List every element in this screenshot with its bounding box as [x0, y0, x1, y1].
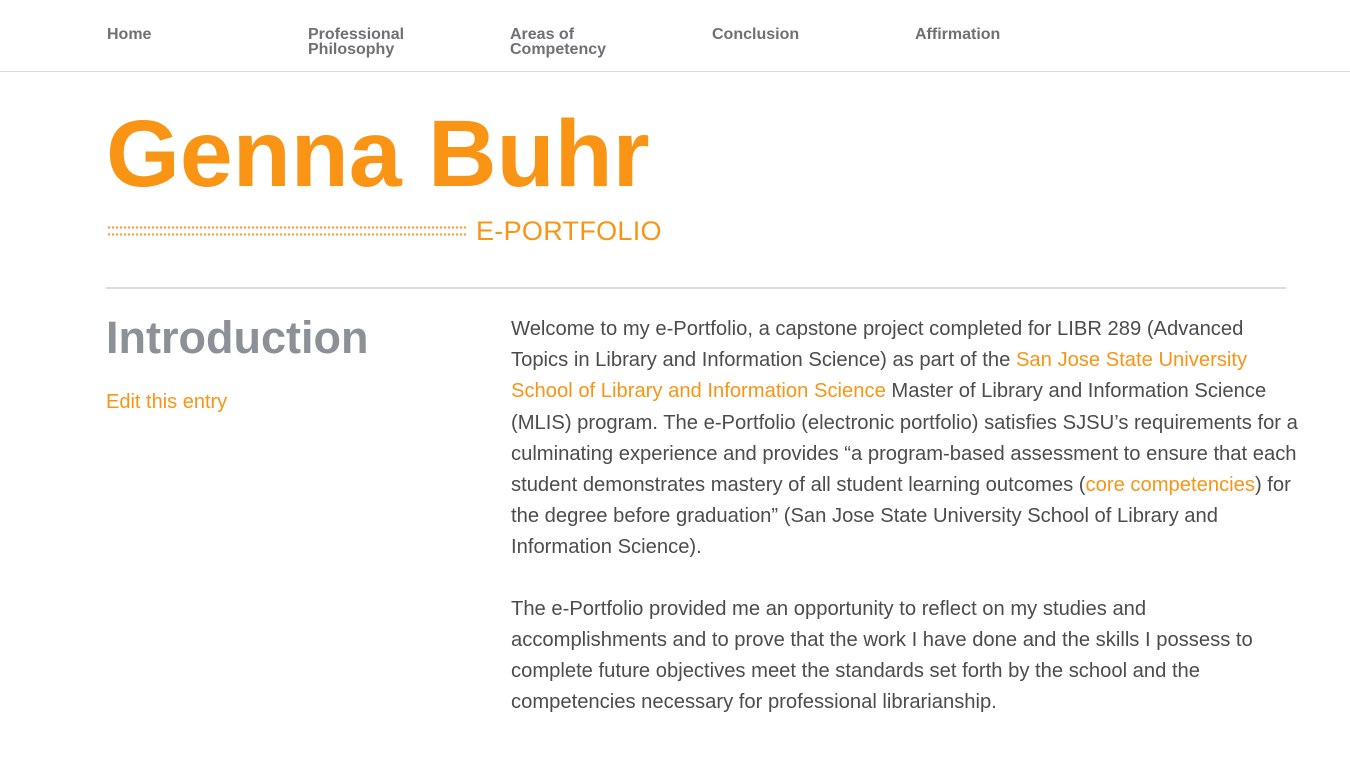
nav-home-label: Home [107, 26, 152, 43]
top-navigation [0, 0, 1350, 72]
edit-entry-link[interactable]: Edit this entry [106, 391, 228, 413]
nav-philosophy-label-line1: Professional [308, 26, 405, 43]
entry-content [511, 314, 1301, 748]
nav-affirmation-link[interactable] [915, 27, 1065, 42]
nav-professional-philosophy-link[interactable] [308, 27, 458, 57]
nav-home-link[interactable] [107, 27, 257, 42]
nav-conclusion-label: Conclusion [712, 26, 800, 43]
sjsu-school-link[interactable]: San Jose State University School of Library and Information Science [511, 349, 1248, 403]
nav-areas-label-line2: Competency [510, 41, 607, 58]
paragraph-1-text-a: Welcome to my e-Portfolio, a capstone project completed for LIBR 289 (Advanced Topics in Library and Information Science) as part of the [511, 318, 1244, 372]
tagline-text: E-PORTFOLIO [476, 215, 662, 246]
page-title: Introduction [106, 312, 369, 363]
dotted-rule-decoration [107, 223, 467, 239]
paragraph-1-text-b: Master of Library and Information Science (MLIS) program. The e-Portfolio (electronic portfolio) satisfies SJSU’s requirements for a culminating experience and provides “a program-based assessment to ensure that each student demonstrates mastery of all student learning outcomes ( [511, 380, 1298, 497]
site-tagline [107, 213, 662, 249]
paragraph-1-text-c: ) for the degree before graduation” (San Jose State University School of Library and Information Science). [511, 474, 1291, 559]
nav-areas-of-competency-link[interactable] [510, 27, 660, 57]
intro-paragraph-1 [511, 314, 1301, 564]
intro-paragraph-2: The e-Portfolio provided me an opportunity to reflect on my studies and accomplishments and to prove that the work I have done and the skills I possess to complete future objectives meet the standards set forth by the school and the competencies necessary for professional librarianship. [511, 597, 1253, 714]
nav-philosophy-label-line2: Philosophy [308, 41, 395, 58]
nav-areas-label-line1: Areas of [510, 26, 575, 43]
core-competencies-link[interactable]: core competencies [1085, 474, 1255, 497]
nav-conclusion-link[interactable] [712, 27, 862, 42]
site-title[interactable]: Genna Buhr [106, 101, 650, 207]
nav-affirmation-label: Affirmation [915, 26, 1001, 43]
header-divider [106, 287, 1286, 289]
